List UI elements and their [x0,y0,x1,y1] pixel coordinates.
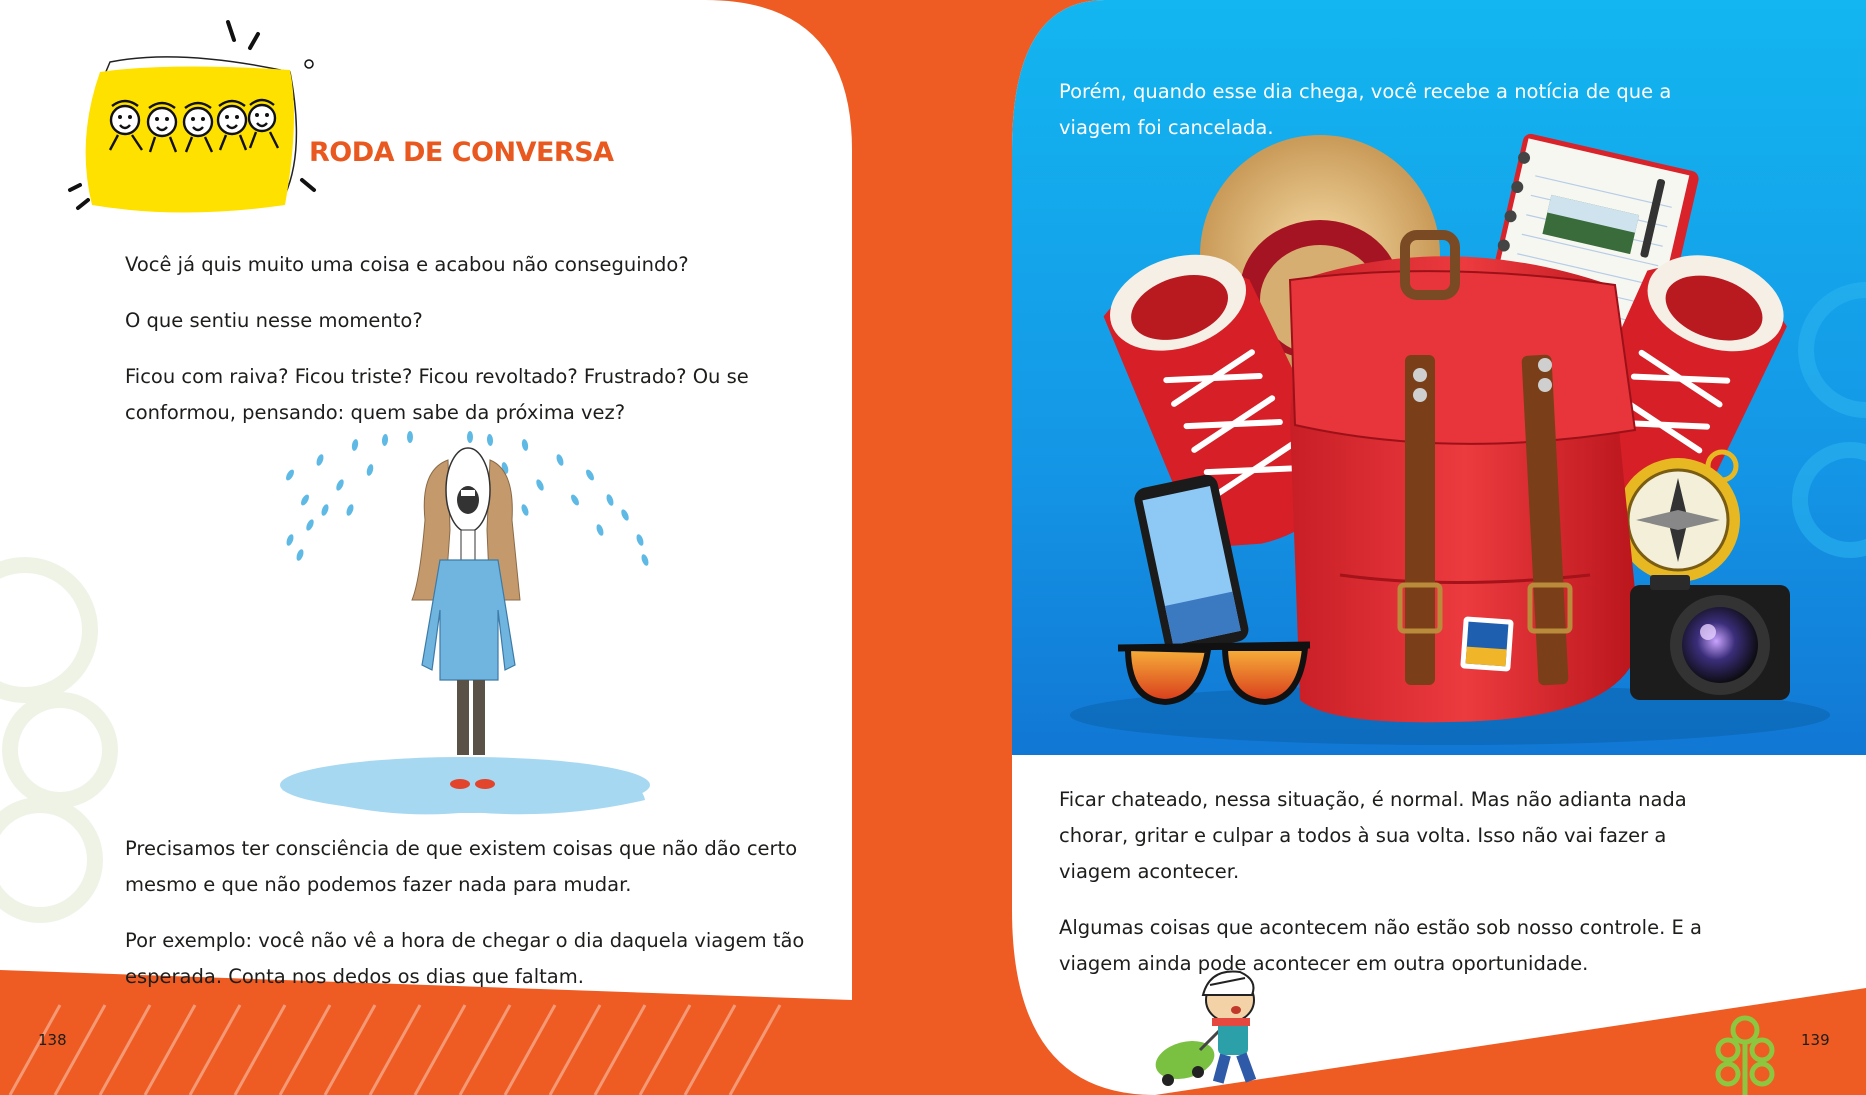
paragraph-line: mesmo e que não podemos fazer nada para mudar. [125,873,632,896]
page-number-left: 138 [38,1031,67,1049]
paragraph-line: O que sentiu nesse momento? [125,309,423,332]
paragraph-line: Por exemplo: você não vê a hora de chegar o dia daquela viagem tão [125,929,805,952]
tree-logo-icon [1718,1018,1772,1095]
paragraph-line: chorar, gritar e culpar a todos à sua volta. Isso não vai fazer a [1059,824,1667,847]
photo-caption-line: Porém, quando esse dia chega, você recebe a notícia de que a [1059,80,1672,103]
paragraph-line: Precisamos ter consciência de que existem coisas que não dão certo [125,837,798,860]
paragraph-line: conformou, pensando: quem sabe da próxima vez? [125,401,626,424]
paragraph-line: Ficou com raiva? Ficou triste? Ficou revoltado? Frustrado? Ou se [125,365,749,388]
paragraph-line: viagem acontecer. [1059,860,1240,883]
paragraph-line: esperada. Conta nos dedos os dias que faltam. [125,965,584,988]
paragraph-line: Algumas coisas que acontecem não estão sob nosso controle. E a [1059,916,1702,939]
paragraph-line: Você já quis muito uma coisa e acabou não conseguindo? [125,253,689,276]
photo-caption-line: viagem foi cancelada. [1059,116,1274,139]
paragraph-line: Ficar chateado, nessa situação, é normal. Mas não adianta nada [1059,788,1687,811]
page-number-right: 139 [1801,1031,1830,1049]
paragraph-line: viagem ainda pode acontecer em outra oportunidade. [1059,952,1589,975]
section-title: RODA DE CONVERSA [309,137,614,168]
